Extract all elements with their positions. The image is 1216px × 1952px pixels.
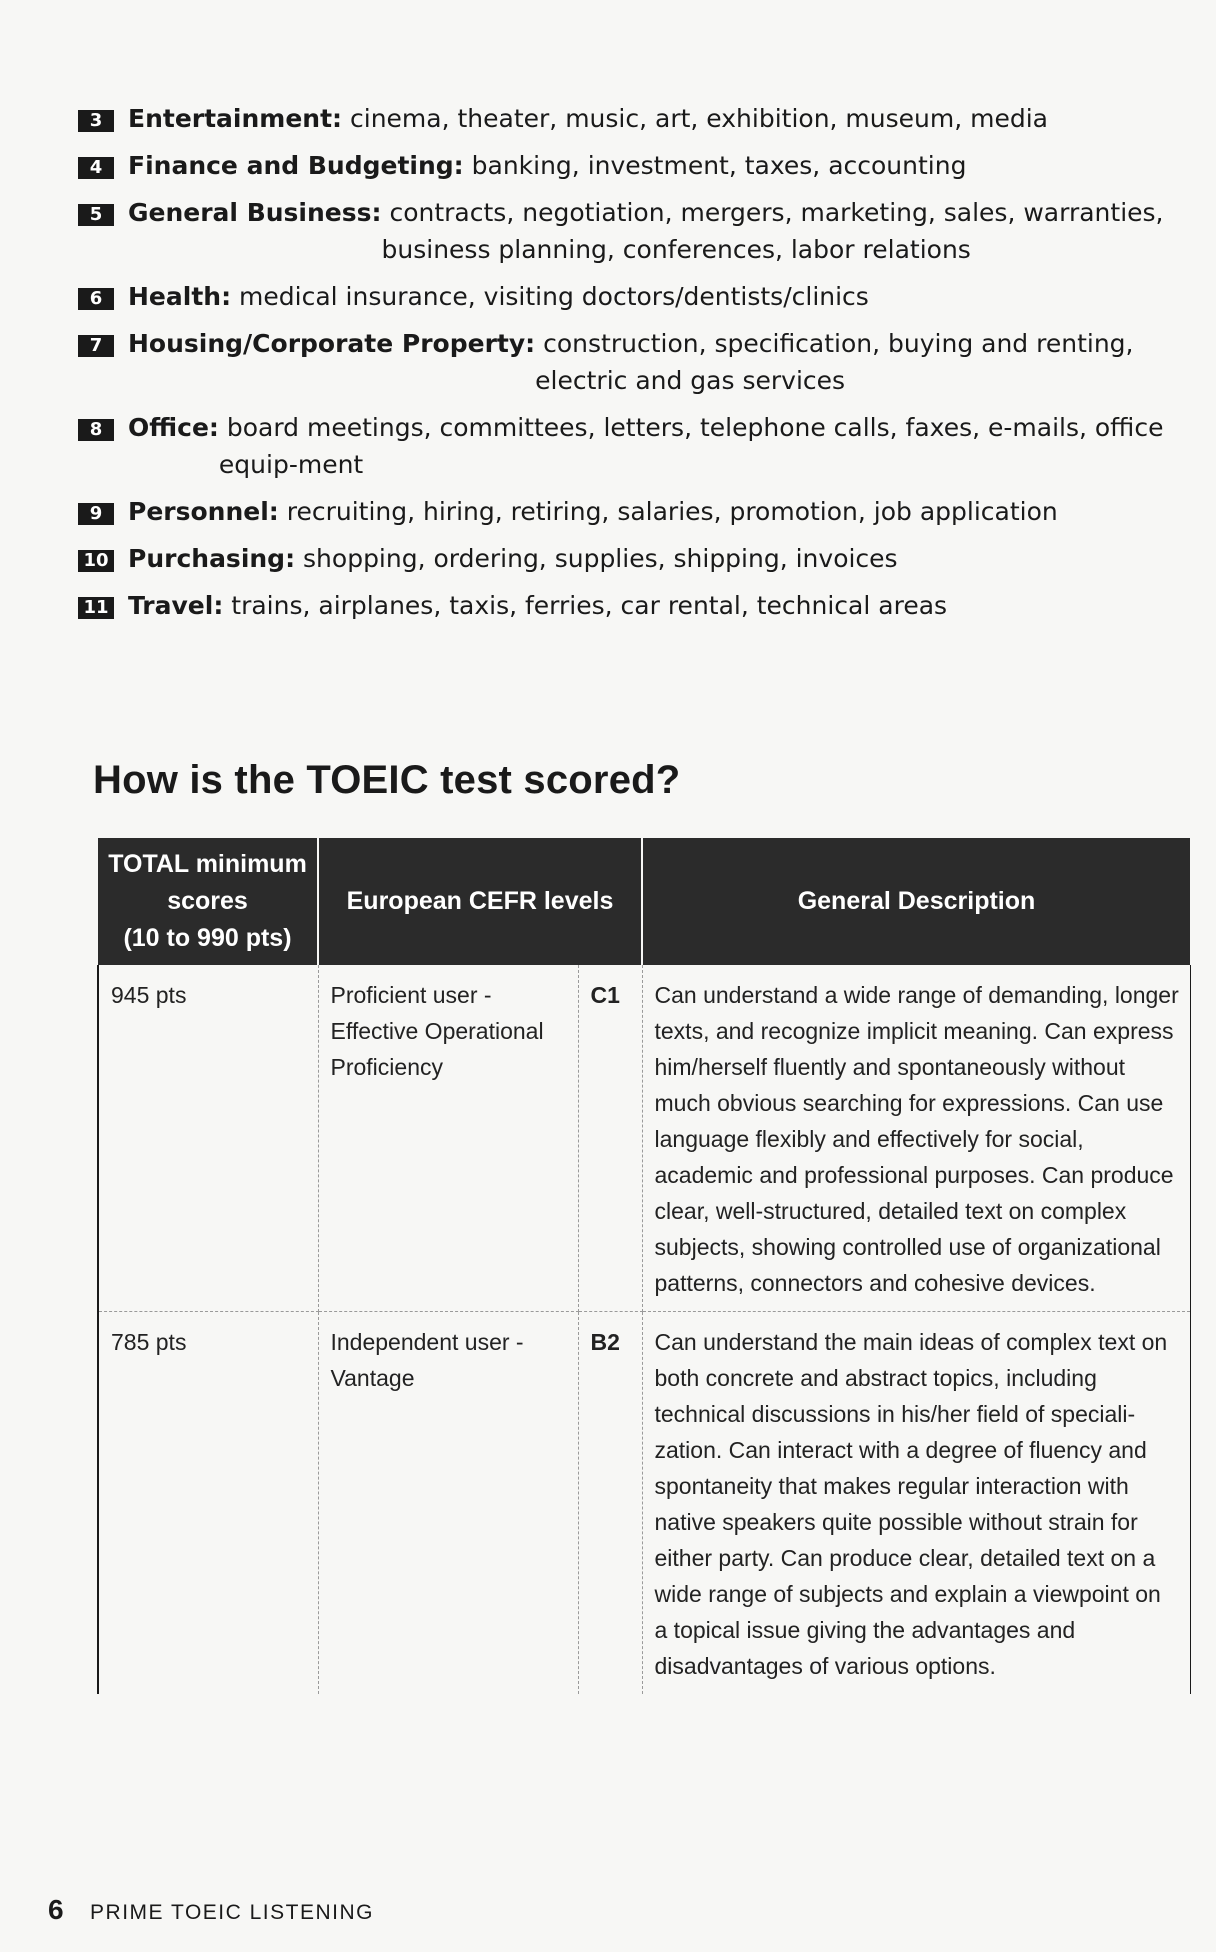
topic-label: Personnel: <box>128 497 279 526</box>
cefr-level-cell: B2 <box>578 1312 642 1695</box>
cefr-level-cell: C1 <box>578 965 642 1312</box>
user-level-cell: Independent user - Vantage <box>318 1312 578 1695</box>
topic-number-badge: 4 <box>78 157 114 179</box>
topic-number-badge: 11 <box>78 597 114 619</box>
topic-item <box>78 493 1188 530</box>
topic-label: Entertainment: <box>128 104 343 133</box>
topic-items <box>535 325 1188 399</box>
header-cefr-levels: European CEFR levels <box>318 838 642 965</box>
topic-items-text: banking, investment, taxes, accounting <box>471 151 967 180</box>
topic-items <box>464 147 1188 184</box>
topic-list <box>78 100 1188 634</box>
table-header-row <box>98 838 1190 965</box>
page-footer <box>48 1894 374 1926</box>
topic-number-badge: 10 <box>78 550 114 572</box>
topic-items <box>295 540 1188 577</box>
topic-items-text: board meetings, committees, letters, telephone calls, faxes, e-mails, office equip-ment <box>218 413 1164 479</box>
topic-label: Health: <box>128 282 232 311</box>
topic-items-text: trains, airplanes, taxis, ferries, car rental, technical areas <box>231 591 948 620</box>
topic-items <box>219 409 1188 483</box>
topic-number-badge: 3 <box>78 110 114 132</box>
topic-items <box>382 194 1188 268</box>
topic-label: Finance and Budgeting: <box>128 151 464 180</box>
topic-number-badge: 5 <box>78 204 114 226</box>
header-scores-line3: (10 to 990 pts) <box>123 924 292 952</box>
description-cell: Can understand a wide range of demanding, longer texts, and recognize implicit meaning. Can express him/herself fluently and spontaneously without much obvious searching for expressions. Can use language flexibly and effectively for social, academic and professional purposes. Can produce clear, well-structured, detailed text on complex subjects, showing controlled use of organizational patterns, connectors and cohesive devices. <box>642 965 1190 1312</box>
header-total-scores <box>98 838 318 965</box>
topic-items <box>231 278 1188 315</box>
topic-label: Travel: <box>128 591 224 620</box>
topic-number-badge: 9 <box>78 503 114 525</box>
header-scores-line2: scores <box>167 887 248 915</box>
topic-label: Office: <box>128 413 219 442</box>
score-table <box>97 838 1191 1694</box>
table-row <box>98 1312 1190 1695</box>
topic-label: Purchasing: <box>128 544 296 573</box>
topic-number-badge: 7 <box>78 335 114 357</box>
topic-items-text: contracts, negotiation, mergers, marketing, sales, warranties, business planning, conferences, labor relations <box>381 198 1164 264</box>
topic-items-text: shopping, ordering, supplies, shipping, invoices <box>303 544 898 573</box>
header-general-description: General Description <box>642 838 1190 965</box>
book-title: PRIME TOEIC LISTENING <box>90 1901 374 1924</box>
topic-items <box>279 493 1188 530</box>
topic-item <box>78 587 1188 624</box>
topic-number-badge: 6 <box>78 288 114 310</box>
topic-label: Housing/Corporate Property: <box>128 329 536 358</box>
topic-items-text: construction, specification, buying and renting, electric and gas services <box>535 329 1134 395</box>
score-cell: 785 pts <box>98 1312 318 1695</box>
topic-item <box>78 194 1188 268</box>
topic-item <box>78 540 1188 577</box>
page-number: 6 <box>48 1894 64 1925</box>
table-row <box>98 965 1190 1312</box>
topic-number-badge: 8 <box>78 419 114 441</box>
topic-item <box>78 100 1188 137</box>
topic-item <box>78 409 1188 483</box>
topic-item <box>78 278 1188 315</box>
topic-label: General Business: <box>128 198 382 227</box>
score-cell: 945 pts <box>98 965 318 1312</box>
topic-items-text: cinema, theater, music, art, exhibition, museum, media <box>350 104 1048 133</box>
header-scores-line1: TOTAL minimum <box>108 850 307 878</box>
description-cell: Can understand the main ideas of complex text on both concrete and abstract topics, including technical discussions in his/her field of speciali-zation. Can interact with a degree of fluency and spontaneity that makes regular interaction with native speakers quite possible without strain for either party. Can produce clear, detailed text on a wide range of subjects and explain a viewpoint on a topical issue giving the advantages and disadvantages of various options. <box>642 1312 1190 1695</box>
topic-items <box>342 100 1188 137</box>
user-level-cell: Proficient user - Effective Operational Proficiency <box>318 965 578 1312</box>
topic-item <box>78 147 1188 184</box>
topic-items <box>223 587 1188 624</box>
topic-item <box>78 325 1188 399</box>
topic-items-text: medical insurance, visiting doctors/dentists/clinics <box>239 282 869 311</box>
section-title: How is the TOEIC test scored? <box>93 758 681 802</box>
topic-items-text: recruiting, hiring, retiring, salaries, promotion, job application <box>286 497 1058 526</box>
